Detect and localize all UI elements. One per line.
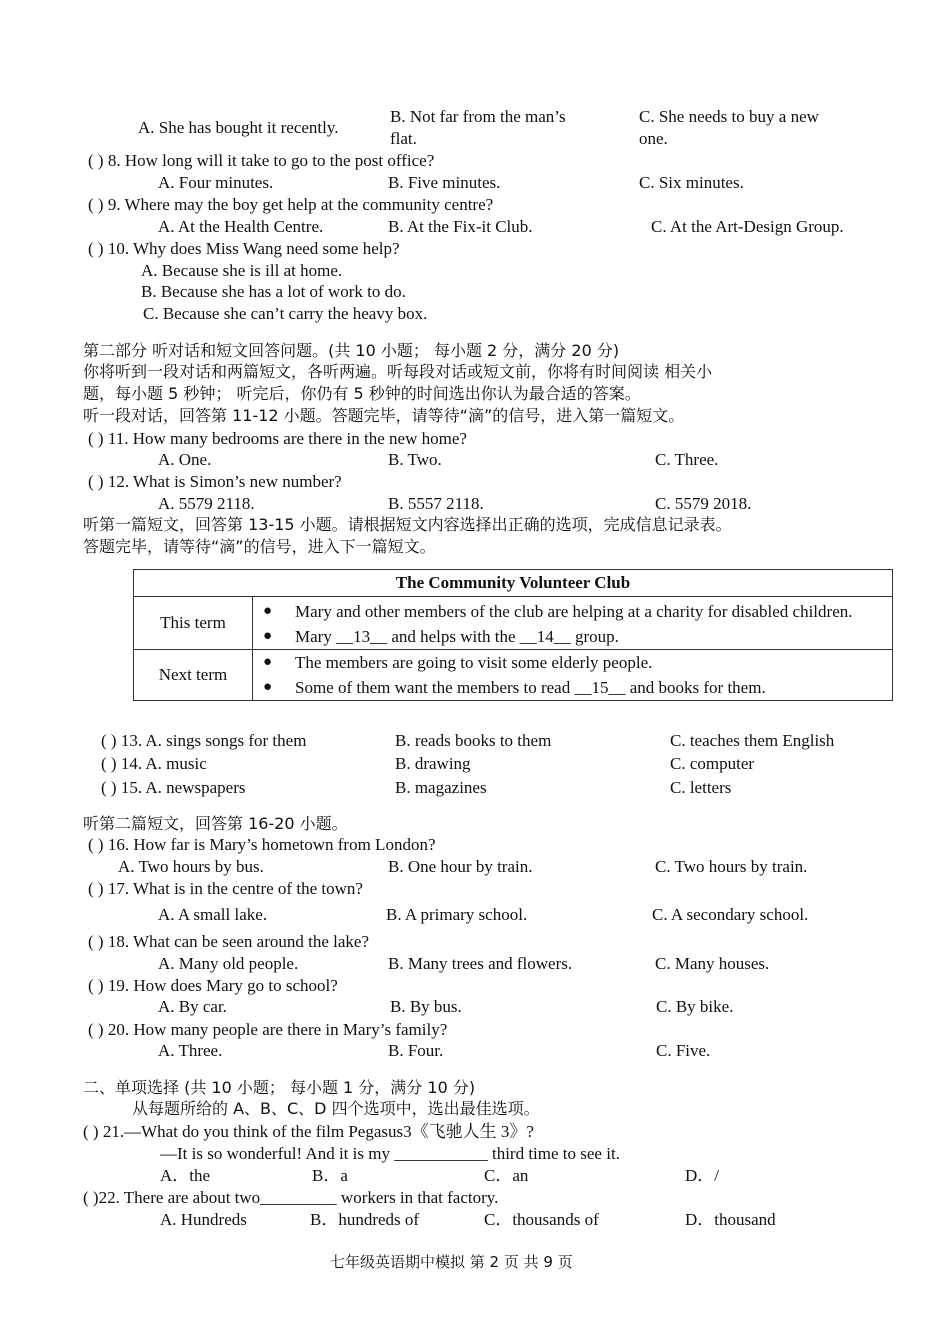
q16-stem: ( ) 16. How far is Mary’s hometown from London? [88,835,436,854]
q10-option-b: B. Because she has a lot of work to do. [141,282,406,301]
part2-instruction-1: 你将听到一段对话和两篇短文，各听两遍。听每段对话或短文前，你将有时间阅读 相关小 [83,362,713,381]
q11-stem: ( ) 11. How many bedrooms are there in the new home? [88,429,467,448]
q7-option-b-line2: flat. [390,129,417,148]
q12-option-b: B. 5557 2118. [388,494,484,513]
q17-option-a: A. A small lake. [158,905,268,924]
q18-option-a: A. Many old people. [158,954,299,973]
q19-option-c: C. By bike. [656,997,734,1016]
this-term-bullet-1: ● Mary and other members of the club are helping at a charity for disabled children. [253,599,882,624]
q17-option-c: C. A secondary school. [652,905,809,924]
row-label-next-term: Next term [134,650,253,701]
section2-heading: 二、单项选择 (共 10 小题； 每小题 1 分，满分 10 分) [83,1078,476,1097]
q22-option-c: C．thousands of [484,1210,599,1229]
q9-option-b: B. At the Fix-it Club. [388,217,533,236]
q14-stem: ( ) 14. A. music [101,754,207,773]
q8-option-a: A. Four minutes. [158,173,274,192]
q20-option-c: C. Five. [656,1041,711,1060]
q21-option-c: C．an [484,1166,529,1185]
q7-option-c-line1: C. She needs to buy a new [639,107,819,126]
q7-option-c-line2: one. [639,129,668,148]
q20-stem: ( ) 20. How many people are there in Mary’s family? [88,1020,448,1039]
q10-option-a: A. Because she is ill at home. [141,261,343,280]
q11-option-a: A. One. [158,450,212,469]
q10-option-c: C. Because she can’t carry the heavy box. [143,304,428,323]
q12-stem: ( ) 12. What is Simon’s new number? [88,472,342,491]
page-footer: 七年级英语期中模拟 第 2 页 共 9 页 [330,1253,573,1271]
q22-stem: ( )22. There are about two_________ workers in that factory. [83,1188,499,1207]
volunteer-club-table [133,569,893,701]
q16-option-c: C. Two hours by train. [655,857,808,876]
part2-instruction-2: 题，每小题 5 秒钟； 听完后，你仍有 5 秒钟的时间选出你认为最合适的答案。 [83,384,641,403]
part2-instruction-3: 听一段对话，回答第 11-12 小题。答题完毕，请等待“滴”的信号，进入第一篇短文。 [83,406,685,425]
q12-option-a: A. 5579 2118. [158,494,255,513]
q18-stem: ( ) 18. What can be seen around the lake? [88,932,370,951]
q12-option-c: C. 5579 2018. [655,494,752,513]
next-term-bullet-1: ● The members are going to visit some elderly people. [253,650,882,675]
q21-line2: —It is so wonderful! And it is my ___________ third time to see it. [160,1144,620,1163]
passage2-instruction: 听第二篇短文，回答第 16-20 小题。 [83,814,348,833]
q16-option-a: A. Two hours by bus. [118,857,264,876]
q15-stem: ( ) 15. A. newspapers [101,778,246,797]
q22-option-a: A. Hundreds [160,1210,247,1229]
q7-option-b-line1: B. Not far from the man’s [390,107,566,126]
next-term-bullet-2: ● Some of them want the members to read __15__ and books for them. [253,675,882,700]
this-term-bullet-2: ● Mary __13__ and helps with the __14__ group. [253,624,882,649]
table-title: The Community Volunteer Club [134,570,893,597]
q9-option-c: C. At the Art-Design Group. [651,217,844,236]
q9-stem: ( ) 9. Where may the boy get help at the community centre? [88,195,494,214]
q20-option-b: B. Four. [388,1041,444,1060]
q8-option-c: C. Six minutes. [639,173,744,192]
q8-stem: ( ) 8. How long will it take to go to the post office? [88,151,435,170]
q18-option-b: B. Many trees and flowers. [388,954,573,973]
q15-option-b: B. magazines [395,778,487,797]
q8-option-b: B. Five minutes. [388,173,501,192]
section2-instruction: 从每题所给的 A、B、C、D 四个选项中，选出最佳选项。 [132,1099,540,1118]
q14-option-b: B. drawing [395,754,471,773]
q13-option-b: B. reads books to them [395,731,552,750]
q21-option-b: B．a [312,1166,348,1185]
q14-option-c: C. computer [670,754,755,773]
q21-stem: ( ) 21.—What do you think of the film Pegasus3《飞驰人生 3》? [83,1122,534,1141]
q10-stem: ( ) 10. Why does Miss Wang need some help? [88,239,400,258]
q11-option-c: C. Three. [655,450,719,469]
q17-option-b: B. A primary school. [386,905,528,924]
q21-option-a: A．the [160,1166,211,1185]
q13-option-c: C. teaches them English [670,731,835,750]
q18-option-c: C. Many houses. [655,954,770,973]
q13-stem: ( ) 13. A. sings songs for them [101,731,307,750]
q20-option-a: A. Three. [158,1041,223,1060]
q22-option-b: B．hundreds of [310,1210,420,1229]
passage1-instruction-2: 答题完毕，请等待“滴”的信号，进入下一篇短文。 [83,537,436,556]
q22-option-d: D．thousand [685,1210,776,1229]
q16-option-b: B. One hour by train. [388,857,533,876]
q15-option-c: C. letters [670,778,732,797]
q19-option-a: A. By car. [158,997,227,1016]
q19-stem: ( ) 19. How does Mary go to school? [88,976,338,995]
q7-option-a: A. She has bought it recently. [138,118,339,137]
q21-option-d: D．/ [685,1166,719,1185]
passage1-instruction-1: 听第一篇短文，回答第 13-15 小题。请根据短文内容选择出正确的选项，完成信息记录表。 [83,515,732,534]
q11-option-b: B. Two. [388,450,442,469]
q17-stem: ( ) 17. What is in the centre of the town? [88,879,363,898]
q9-option-a: A. At the Health Centre. [158,217,324,236]
part2-heading: 第二部分 听对话和短文回答问题。(共 10 小题； 每小题 2 分，满分 20 分) [83,341,620,360]
q19-option-b: B. By bus. [390,997,462,1016]
row-label-this-term: This term [134,597,253,650]
